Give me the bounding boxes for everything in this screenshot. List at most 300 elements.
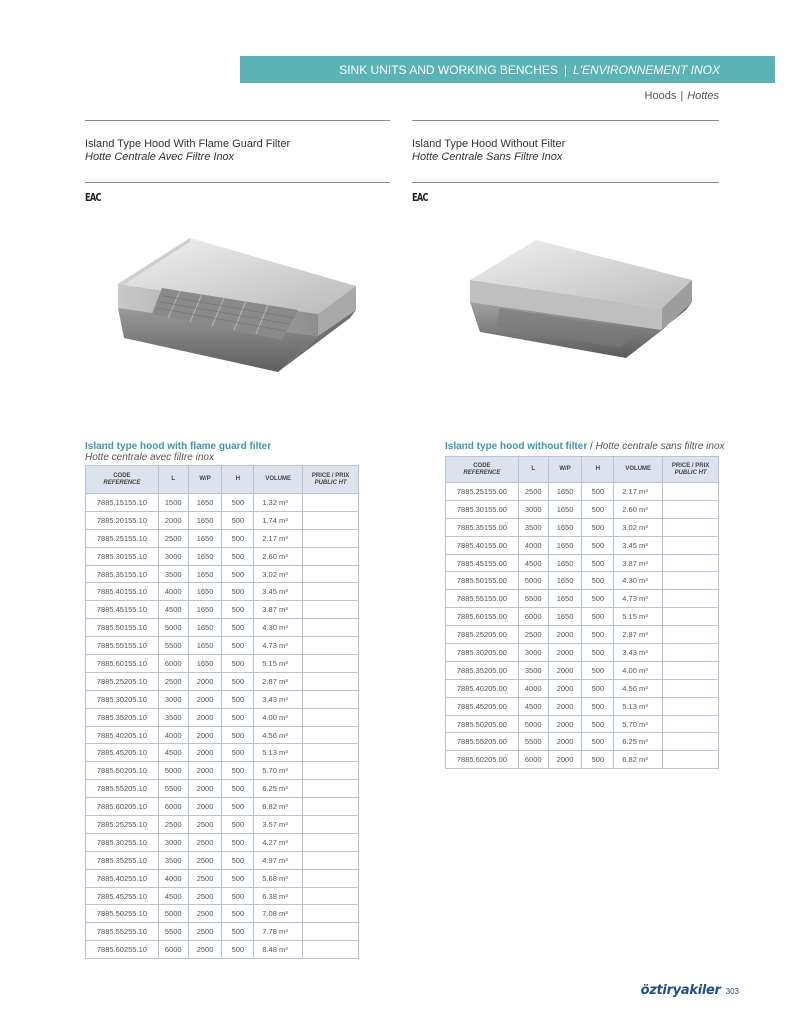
cell-length: 3000 [158, 547, 188, 565]
table-row [446, 483, 719, 501]
cell-price [663, 608, 719, 626]
table-title-left [85, 441, 271, 463]
cell-price [303, 798, 359, 816]
cell-width: 1650 [188, 601, 222, 619]
cell-price [663, 751, 719, 769]
cell-volume: 1.74 m³ [254, 511, 303, 529]
cell-length: 4500 [158, 601, 188, 619]
cell-height: 500 [222, 529, 254, 547]
cell-length: 5000 [158, 762, 188, 780]
cell-reference: 7885.40255.10 [86, 869, 159, 887]
cell-volume: 4.73 m³ [614, 590, 663, 608]
cell-height: 500 [582, 626, 614, 644]
cell-length: 2500 [518, 626, 548, 644]
cell-height: 500 [582, 715, 614, 733]
cell-volume: 2.60 m³ [254, 547, 303, 565]
cell-length: 4000 [518, 536, 548, 554]
cell-height: 500 [222, 941, 254, 959]
cell-reference: 7885.50205.10 [86, 762, 159, 780]
table-row [446, 608, 719, 626]
cell-reference: 7885.35155.10 [86, 565, 159, 583]
cell-height: 500 [222, 851, 254, 869]
cell-width: 1650 [188, 547, 222, 565]
cell-width: 1650 [188, 619, 222, 637]
cell-height: 500 [222, 672, 254, 690]
cell-reference: 7885.20155.10 [86, 511, 159, 529]
cell-price [303, 547, 359, 565]
cell-reference: 7885.25155.00 [446, 483, 519, 501]
column-header-volume: VOLUME [614, 457, 663, 483]
cell-length: 6000 [158, 941, 188, 959]
cell-price [663, 536, 719, 554]
cell-volume: 4.56 m³ [254, 726, 303, 744]
cell-volume: 6.82 m³ [254, 798, 303, 816]
cell-price [303, 941, 359, 959]
table-title-en: Island type hood with flame guard filter [85, 441, 272, 452]
cell-volume: 5.13 m³ [614, 697, 663, 715]
cell-height: 500 [582, 751, 614, 769]
cell-width: 2000 [188, 708, 222, 726]
divider-left-top [85, 120, 390, 121]
cell-price [663, 626, 719, 644]
cell-volume: 6.82 m³ [614, 751, 663, 769]
cell-width: 2500 [188, 905, 222, 923]
cell-price [663, 483, 719, 501]
cell-length: 5000 [158, 619, 188, 637]
cell-height: 500 [582, 483, 614, 501]
table-row [86, 565, 359, 583]
column-header-h: H [582, 457, 614, 483]
cell-reference: 7885.40205.10 [86, 726, 159, 744]
cell-width: 1650 [548, 554, 582, 572]
cell-price [303, 780, 359, 798]
cell-height: 500 [222, 511, 254, 529]
cell-height: 500 [582, 733, 614, 751]
cell-price [303, 619, 359, 637]
table-row [446, 644, 719, 662]
table-row [446, 572, 719, 590]
cell-length: 5500 [158, 637, 188, 655]
cell-height: 500 [582, 590, 614, 608]
table-row [86, 887, 359, 905]
table-row [86, 511, 359, 529]
cell-width: 2000 [548, 644, 582, 662]
cell-reference: 7885.25255.10 [86, 816, 159, 834]
product-title-en: Island Type Hood With Flame Guard Filter [85, 138, 291, 150]
cell-length: 4000 [518, 679, 548, 697]
cell-width: 2500 [188, 869, 222, 887]
column-header-wp: W/P [188, 466, 222, 494]
column-header-l: L [518, 457, 548, 483]
cell-volume: 5.68 m³ [254, 869, 303, 887]
cell-price [663, 500, 719, 518]
product-title-left [85, 138, 290, 164]
table-title-right [445, 441, 725, 452]
cell-volume: 4.00 m³ [614, 661, 663, 679]
product-title-fr: Hotte Centrale Avec Filtre Inox [85, 151, 235, 163]
cell-width: 1650 [548, 483, 582, 501]
cell-price [303, 887, 359, 905]
cell-volume: 5.13 m³ [254, 744, 303, 762]
table-row [446, 536, 719, 554]
cell-height: 500 [222, 637, 254, 655]
cell-volume: 3.87 m³ [254, 601, 303, 619]
table-row [446, 590, 719, 608]
cell-height: 500 [222, 816, 254, 834]
cell-height: 500 [222, 690, 254, 708]
table-row [446, 661, 719, 679]
cell-height: 500 [582, 679, 614, 697]
cell-price [303, 905, 359, 923]
cell-price [303, 494, 359, 512]
cell-length: 5500 [518, 590, 548, 608]
cell-width: 1650 [188, 494, 222, 512]
cell-price [303, 833, 359, 851]
table-row [86, 619, 359, 637]
cell-height: 500 [222, 798, 254, 816]
cell-volume: 2.17 m³ [614, 483, 663, 501]
table-title-en: Island type hood without filter [445, 441, 588, 452]
cell-price [663, 644, 719, 662]
price-table-without-filter [445, 456, 719, 769]
product-title-en: Island Type Hood Without Filter [412, 138, 566, 150]
cell-height: 500 [222, 655, 254, 673]
table-row [446, 626, 719, 644]
cell-price [303, 655, 359, 673]
page-number: 303 [725, 987, 739, 996]
cell-price [303, 529, 359, 547]
brand-logo: öztiryakiler [640, 983, 721, 998]
table-row [446, 554, 719, 572]
cell-price [303, 923, 359, 941]
section-separator: | [563, 62, 568, 77]
cell-volume: 4.00 m³ [254, 708, 303, 726]
cell-volume: 3.02 m³ [254, 565, 303, 583]
cell-height: 500 [222, 833, 254, 851]
cell-width: 2000 [188, 672, 222, 690]
cell-height: 500 [222, 744, 254, 762]
cell-height: 500 [222, 923, 254, 941]
cell-width: 1650 [548, 590, 582, 608]
cell-reference: 7885.40205.00 [446, 679, 519, 697]
cell-length: 5500 [158, 780, 188, 798]
table-body [86, 494, 359, 959]
table-row [86, 923, 359, 941]
cell-width: 1650 [548, 536, 582, 554]
cell-width: 2000 [188, 744, 222, 762]
table-row [86, 637, 359, 655]
cell-length: 5000 [158, 905, 188, 923]
table-title-fr: Hotte centrale avec filtre inox [85, 452, 214, 463]
table-row [86, 762, 359, 780]
cell-width: 2500 [188, 887, 222, 905]
column-header-l: L [158, 466, 188, 494]
cell-volume: 5.15 m³ [614, 608, 663, 626]
divider-right-bottom [412, 182, 719, 183]
cell-width: 2000 [548, 715, 582, 733]
table-row [86, 547, 359, 565]
eac-certification-mark: EAC [85, 191, 101, 204]
cell-volume: 4.73 m³ [254, 637, 303, 655]
table-row [86, 690, 359, 708]
cell-reference: 7885.45205.00 [446, 697, 519, 715]
cell-volume: 3.43 m³ [614, 644, 663, 662]
cell-length: 3500 [518, 661, 548, 679]
cell-volume: 3.87 m³ [614, 554, 663, 572]
product-title-fr: Hotte Centrale Sans Filtre Inox [412, 151, 563, 163]
cell-width: 2000 [548, 697, 582, 715]
cell-length: 3000 [158, 690, 188, 708]
table-row [86, 529, 359, 547]
cell-price [303, 851, 359, 869]
table-row [446, 518, 719, 536]
cell-height: 500 [582, 661, 614, 679]
cell-width: 2000 [188, 726, 222, 744]
cell-width: 1650 [188, 637, 222, 655]
cell-reference: 7885.50205.00 [446, 715, 519, 733]
cell-length: 6000 [518, 751, 548, 769]
cell-reference: 7885.55205.00 [446, 733, 519, 751]
cell-height: 500 [222, 494, 254, 512]
cell-width: 2000 [548, 626, 582, 644]
cell-height: 500 [582, 697, 614, 715]
table-row [86, 744, 359, 762]
column-header-price: PRICE / PRIX PUBLIC HT [663, 457, 719, 483]
cell-price [303, 637, 359, 655]
cell-length: 4500 [158, 887, 188, 905]
cell-height: 500 [222, 905, 254, 923]
page-footer [641, 983, 739, 998]
cell-volume: 2.87 m³ [254, 672, 303, 690]
cell-volume: 1.32 m³ [254, 494, 303, 512]
cell-reference: 7885.60205.10 [86, 798, 159, 816]
cell-reference: 7885.25155.10 [86, 529, 159, 547]
cell-reference: 7885.50255.10 [86, 905, 159, 923]
cell-height: 500 [222, 887, 254, 905]
cell-volume: 4.56 m³ [614, 679, 663, 697]
cell-length: 6000 [518, 608, 548, 626]
cell-volume: 5.70 m³ [254, 762, 303, 780]
cell-length: 5500 [518, 733, 548, 751]
cell-length: 6000 [158, 798, 188, 816]
cell-height: 500 [582, 608, 614, 626]
cell-width: 2500 [188, 833, 222, 851]
cell-volume: 3.45 m³ [254, 583, 303, 601]
eac-certification-mark: EAC [412, 191, 428, 204]
cell-volume: 3.57 m³ [254, 816, 303, 834]
cell-volume: 3.43 m³ [254, 690, 303, 708]
cell-reference: 7885.45205.10 [86, 744, 159, 762]
table-row [86, 583, 359, 601]
cell-volume: 5.70 m³ [614, 715, 663, 733]
cell-reference: 7885.55155.00 [446, 590, 519, 608]
cell-width: 1650 [188, 583, 222, 601]
cell-length: 6000 [158, 655, 188, 673]
table-row [86, 726, 359, 744]
subcategory-label [645, 90, 719, 102]
cell-volume: 2.87 m³ [614, 626, 663, 644]
cell-height: 500 [582, 644, 614, 662]
table-row [86, 655, 359, 673]
table-row [86, 905, 359, 923]
table-row [86, 780, 359, 798]
cell-length: 1500 [158, 494, 188, 512]
cell-height: 500 [582, 572, 614, 590]
cell-length: 3500 [158, 708, 188, 726]
cell-width: 1650 [548, 518, 582, 536]
cell-length: 2500 [158, 529, 188, 547]
cell-height: 500 [582, 500, 614, 518]
cell-length: 2000 [158, 511, 188, 529]
table-row [86, 708, 359, 726]
cell-width: 1650 [548, 572, 582, 590]
hood-without-filter-image [470, 240, 692, 358]
cell-reference: 7885.40155.00 [446, 536, 519, 554]
cell-length: 3500 [518, 518, 548, 536]
column-header-code: CODE REFERENCE [86, 466, 159, 494]
cell-length: 4500 [158, 744, 188, 762]
cell-height: 500 [582, 554, 614, 572]
price-table-with-filter [85, 465, 359, 959]
cell-height: 500 [222, 565, 254, 583]
product-title-right [412, 138, 565, 164]
cell-volume: 6.25 m³ [254, 780, 303, 798]
cell-width: 2000 [548, 751, 582, 769]
cell-width: 1650 [188, 655, 222, 673]
cell-width: 2000 [188, 798, 222, 816]
column-header-h: H [222, 466, 254, 494]
cell-width: 2500 [188, 851, 222, 869]
cell-height: 500 [222, 547, 254, 565]
cell-height: 500 [222, 708, 254, 726]
cell-price [303, 762, 359, 780]
cell-width: 2000 [548, 679, 582, 697]
cell-reference: 7885.40155.10 [86, 583, 159, 601]
cell-reference: 7885.30205.10 [86, 690, 159, 708]
cell-price [303, 511, 359, 529]
cell-length: 2500 [158, 816, 188, 834]
cell-length: 2500 [518, 483, 548, 501]
divider-left-bottom [85, 182, 390, 183]
cell-width: 2000 [188, 690, 222, 708]
cell-volume: 6.25 m³ [614, 733, 663, 751]
cell-height: 500 [222, 583, 254, 601]
subcategory-fr: Hottes [687, 90, 719, 102]
table-row [86, 798, 359, 816]
cell-width: 2000 [188, 762, 222, 780]
cell-length: 5000 [518, 572, 548, 590]
table-row [446, 679, 719, 697]
cell-reference: 7885.55205.10 [86, 780, 159, 798]
cell-price [303, 690, 359, 708]
cell-reference: 7885.45255.10 [86, 887, 159, 905]
cell-height: 500 [582, 536, 614, 554]
cell-width: 1650 [188, 511, 222, 529]
cell-volume: 4.27 m³ [254, 833, 303, 851]
hood-with-filter-image [118, 238, 356, 372]
cell-length: 5000 [518, 715, 548, 733]
table-row [86, 816, 359, 834]
table-row [86, 851, 359, 869]
cell-reference: 7885.25205.00 [446, 626, 519, 644]
cell-volume: 2.60 m³ [614, 500, 663, 518]
cell-width: 1650 [188, 529, 222, 547]
cell-reference: 7885.25205.10 [86, 672, 159, 690]
table-row [86, 672, 359, 690]
cell-price [303, 672, 359, 690]
cell-price [303, 708, 359, 726]
cell-length: 5500 [158, 923, 188, 941]
cell-width: 2500 [188, 923, 222, 941]
cell-price [663, 518, 719, 536]
cell-reference: 7885.50155.10 [86, 619, 159, 637]
table-row [86, 833, 359, 851]
cell-price [663, 679, 719, 697]
cell-length: 3000 [518, 644, 548, 662]
cell-length: 4000 [158, 583, 188, 601]
cell-price [303, 601, 359, 619]
cell-price [663, 554, 719, 572]
cell-reference: 7885.30155.10 [86, 547, 159, 565]
cell-width: 2500 [188, 816, 222, 834]
cell-reference: 7885.30205.00 [446, 644, 519, 662]
cell-reference: 7885.35155.00 [446, 518, 519, 536]
cell-volume: 4.30 m³ [254, 619, 303, 637]
divider-right-top [412, 120, 719, 121]
cell-volume: 4.30 m³ [614, 572, 663, 590]
subcategory-en: Hoods [644, 90, 677, 102]
cell-reference: 7885.35205.10 [86, 708, 159, 726]
cell-length: 4500 [518, 554, 548, 572]
cell-reference: 7885.35205.00 [446, 661, 519, 679]
table-row [446, 500, 719, 518]
cell-width: 2500 [188, 941, 222, 959]
cell-price [663, 661, 719, 679]
table-body [446, 483, 719, 769]
subcategory-separator: | [680, 90, 684, 102]
cell-width: 2000 [548, 733, 582, 751]
cell-height: 500 [222, 726, 254, 744]
table-row [446, 733, 719, 751]
table-row [446, 697, 719, 715]
cell-length: 4000 [158, 869, 188, 887]
cell-price [303, 744, 359, 762]
cell-width: 1650 [548, 608, 582, 626]
cell-volume: 3.02 m³ [614, 518, 663, 536]
cell-reference: 7885.35255.10 [86, 851, 159, 869]
cell-price [663, 697, 719, 715]
cell-width: 1650 [548, 500, 582, 518]
column-header-price: PRICE / PRIX PUBLIC HT [303, 466, 359, 494]
column-header-wp: W/P [548, 457, 582, 483]
cell-height: 500 [222, 780, 254, 798]
column-header-volume: VOLUME [254, 466, 303, 494]
cell-width: 2000 [188, 780, 222, 798]
cell-reference: 7885.60155.10 [86, 655, 159, 673]
cell-price [303, 583, 359, 601]
cell-volume: 5.15 m³ [254, 655, 303, 673]
cell-length: 2500 [158, 672, 188, 690]
cell-length: 4000 [158, 726, 188, 744]
cell-price [303, 869, 359, 887]
cell-height: 500 [222, 619, 254, 637]
cell-price [303, 565, 359, 583]
cell-reference: 7885.55255.10 [86, 923, 159, 941]
table-title-separator: / [587, 441, 596, 452]
cell-reference: 7885.60155.00 [446, 608, 519, 626]
table-row [86, 941, 359, 959]
cell-price [663, 590, 719, 608]
